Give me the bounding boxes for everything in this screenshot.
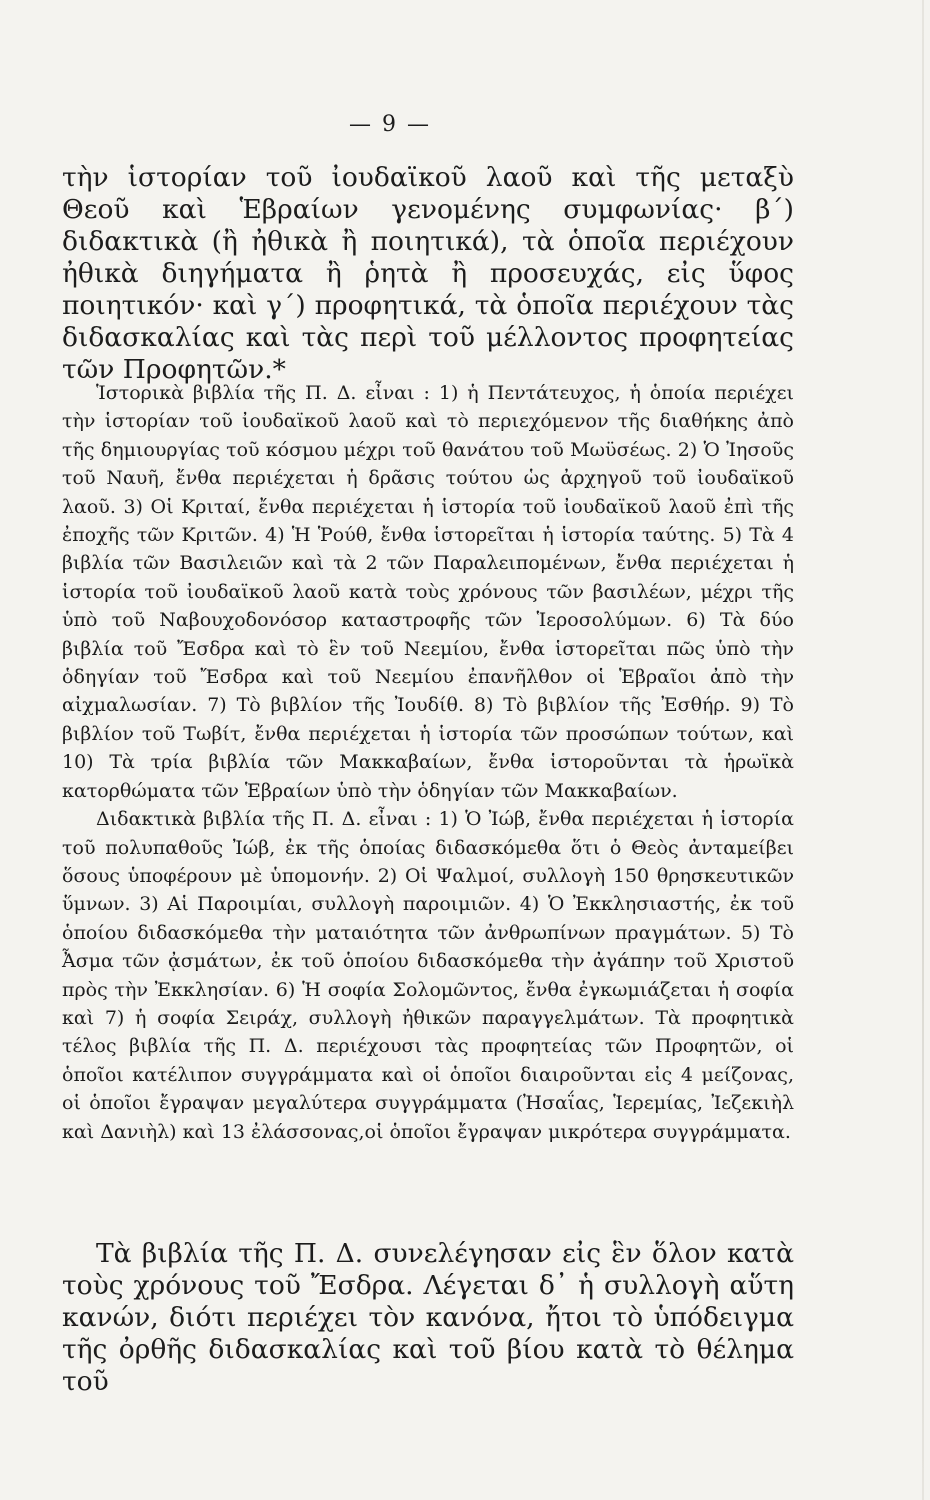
paragraph-historical-books: Ἱστορικὰ βιβλία τῆς Π. Δ. εἶναι : 1) ἡ Πεντάτευχος, ἡ ὁποία περιέχει τὴν ἱστορίαν τοῦ ἰουδαϊκοῦ λαοῦ καὶ τὸ περιεχόμενον τῆς διαθήκης ἀπὸ τῆς δημιουργίας τοῦ κόσμου μέχρι τοῦ θανάτου τοῦ Μωϋσέως. 2) Ὁ Ἰησοῦς τοῦ Ναυῆ, ἔνθα περιέχεται ἡ δρᾶσις τούτου ὡς ἀρχηγοῦ τοῦ ἰουδαϊκοῦ λαοῦ. 3) Οἱ Κριταί, ἔνθα περιέχεται ἡ ἱστορία τοῦ ἰουδαϊκοῦ λαοῦ ἐπὶ τῆς ἐποχῆς τῶν Κριτῶν. 4) Ἡ Ῥούθ, ἔνθα ἱστορεῖται ἡ ἱστορία ταύτης. 5) Τὰ 4 βιβλία τῶν Βασιλειῶν καὶ τὰ 2 τῶν Παραλειπομένων, ἔνθα περιέχεται ἡ ἱστορία τοῦ ἰουδαϊκοῦ λαοῦ κατὰ τοὺς χρόνους τῶν βασιλέων, μέχρι τῆς ὑπὸ τοῦ Ναβουχοδονόσορ καταστροφῆς τῶν Ἱεροσολύμων. 6) Τὰ δύο βιβλία τοῦ Ἔσδρα καὶ τὸ ἓν τοῦ Νεεμίου, ἔνθα ἱστορεῖται πῶς ὑπὸ τὴν ὁδηγίαν τοῦ Ἔσδρα καὶ τοῦ Νεεμίου ἐπανῆλθον οἱ Ἑβραῖοι ἀπὸ τὴν αἰχμαλωσίαν. 7) Τὸ βιβλίον τῆς Ἰουδίθ. 8) Τὸ βιβλίον τῆς Ἐσθήρ. 9) Τὸ βιβλίον τοῦ Τωβίτ, ἔνθα περιέχεται ἡ ἱστορία τῶν προσώπων τούτων, καὶ 10) Τὰ τρία βιβλία τῶν Μακκαβαίων, ἔνθα ἱστοροῦνται τὰ ἡρωϊκὰ κατορθώματα τῶν Ἑβραίων ὑπὸ τὴν ὁδηγίαν τῶν Μακκαβαίων.: [62, 382, 794, 802]
body-text-closing: [62, 1238, 794, 1398]
page-edge-shadow: [922, 0, 924, 1500]
page-number: — 9 —: [349, 112, 431, 137]
body-text-notes: [62, 379, 794, 1146]
paragraph-canon: Τὰ βιβλία τῆς Π. Δ. συνελέγησαν εἰς ἓν ὅλον κατὰ τοὺς χρόνους τοῦ Ἔσδρα. Λέγεται δ᾽ ἡ συλλογὴ αὕτη κανών, διότι περιέχει τὸν κανόνα, ἤτοι τὸ ὑπόδειγμα τῆς ὀρθῆς διδασκαλίας καὶ τοῦ βίου κατὰ τὸ θέλημα τοῦ: [62, 1238, 794, 1397]
paragraph-intro: τὴν ἱστορίαν τοῦ ἰουδαϊκοῦ λαοῦ καὶ τῆς μεταξὺ Θεοῦ καὶ Ἑβραίων γενομένης συμφωνίας· β΄) διδακτικὰ (ἢ ἠθικὰ ἢ ποιητικά), τὰ ὁποῖα περιέχουν ἠθικὰ διηγήματα ἢ ῥητὰ ἢ προσευχάς, εἰς ὕφος ποιητικόν· καὶ γ΄) προφητικά, τὰ ὁποῖα περιέχουν τὰς διδασκαλίας καὶ τὰς περὶ τοῦ μέλλοντος προφητείας τῶν Προφητῶν.*: [62, 162, 794, 385]
body-text-intro: [62, 162, 794, 386]
paragraph-didactic-books: Διδακτικὰ βιβλία τῆς Π. Δ. εἶναι : 1) Ὁ Ἰώβ, ἔνθα περιέχεται ἡ ἱστορία τοῦ πολυπαθοῦς Ἰώβ, ἐκ τῆς ὁποίας διδασκόμεθα ὅτι ὁ Θεὸς ἀνταμείβει ὅσους ὑποφέρουν μὲ ὑπομονήν. 2) Οἱ Ψαλμοί, συλλογὴ 150 θρησκευτικῶν ὕμνων. 3) Αἱ Παροιμίαι, συλλογὴ παροιμιῶν. 4) Ὁ Ἐκκλησιαστής, ἐκ τοῦ ὁποίου διδασκόμεθα τὴν ματαιότητα τῶν ἀνθρωπίνων πραγμάτων. 5) Τὸ Ἆσμα τῶν ᾀσμάτων, ἐκ τοῦ ὁποίου διδασκόμεθα τὴν ἀγάπην τοῦ Χριστοῦ πρὸς τὴν Ἐκκλησίαν. 6) Ἡ σοφία Σολομῶντος, ἔνθα ἐγκωμιάζεται ἡ σοφία καὶ 7) ἡ σοφία Σειράχ, συλλογὴ ἠθικῶν παραγγελμάτων. Τὰ προφητικὰ τέλος βιβλία τῆς Π. Δ. περιέχουσι τὰς προφητείας τῶν Προφητῶν, οἱ ὁποῖοι κατέλιπον συγγράμματα καὶ οἱ ὁποῖοι διαιροῦνται εἰς 4 μείζονας, οἱ ὁποῖοι ἔγραψαν μεγαλύτερα συγγράμματα (Ἠσαΐας, Ἱερεμίας, Ἰεζεκιὴλ καὶ Δανιὴλ) καὶ 13 ἐλάσσονας,οἱ ὁποῖοι ἔγραψαν μικρότερα συγγράμματα.: [62, 808, 794, 1143]
